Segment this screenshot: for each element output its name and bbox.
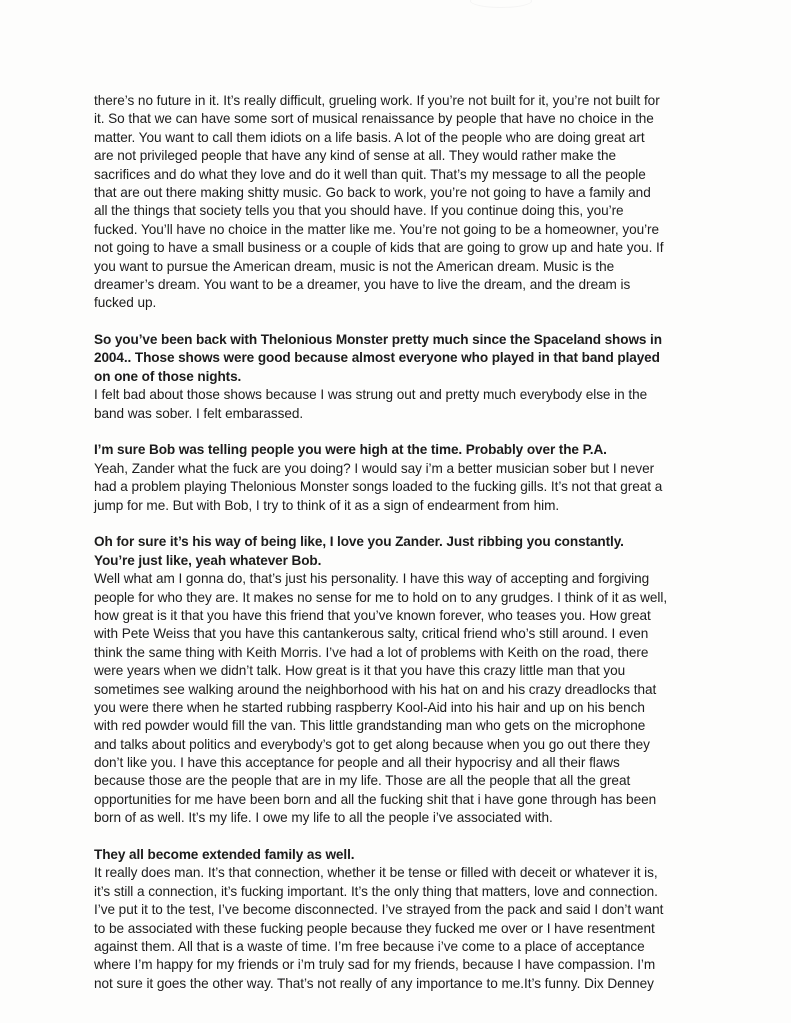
question-line: on one of those nights. [94,368,242,384]
text-line: that are out there making shitty music. Go back to work, you’re not going to have a family and [94,184,651,200]
question-line: You’re just like, yeah whatever Bob. [94,552,322,568]
interview-answer [94,460,704,515]
text-line: fucked. You’ll have no choice in the matter like me. You’re not going to be a homeowner, you’re [94,221,660,237]
answer-line: don’t like you. I have this acceptance for people and all their hypocrisy and all their flaws [94,755,620,771]
qa-section [94,846,704,993]
answer-line: born of as well. It’s my life. I owe my life to all the people i’ve associated with. [94,810,553,826]
text-line: it. So that we can have some sort of musical renaissance by people that have no choice in the [94,111,654,127]
answer-line: you were there when he started rubbing raspberry Kool-Aid into his hair and up on his bench [94,699,645,715]
answer-line: with red powder would fill the van. This little grandstanding man who gets on the microphone [94,718,646,734]
text-line: matter. You want to call them idiots on a life basis. A lot of the people who are doing great art [94,129,645,145]
answer-line: people for who they are. It makes no sense for me to hold on to any grudges. I think of it as well, [94,589,668,605]
text-line: are not privileged people that have any kind of sense at all. They would rather make the [94,148,617,164]
text-line: you want to pursue the American dream, music is not the American dream. Music is the [94,258,615,274]
answer-line: jump for me. But with Bob, I try to think of it as a sign of endearment from him. [94,497,560,513]
answer-line: with Pete Weiss that you have this cantankerous salty, critical friend who’s still around. I even [94,626,649,642]
qa-section [94,441,704,515]
interview-answer [94,864,704,993]
text-line: not going to have a small business or a couple of kids that are going to grow up and hate you. If [94,240,664,256]
answer-line: and talks about politics and everybody’s got to get along because when you go out there they [94,736,650,752]
answer-line: because those are the people that are in my life. Those are all the people that all the great [94,773,631,789]
answer-line: think the same thing with Keith Morris. I’ve had a lot of problems with Keith on the road, there [94,644,649,660]
text-line: sacrifices and do what they love and do it well than quit. That’s my message to all the people [94,166,646,182]
answer-line: I’ve put it to the test, I’ve become disconnected. I’ve strayed from the pack and said I don’t want [94,902,664,918]
question-line: 2004.. Those shows were good because almost everyone who played in that band played [94,350,660,366]
answer-line: opportunities for me have been born and all the fucking shit that i have gone through has been [94,791,657,807]
page-edge-mark [470,0,532,8]
answer-line: sometimes see walking around the neighborhood with his hat on and his crazy dreadlocks that [94,681,657,697]
answer-line: not sure it goes the other way. That’s not really of any importance to me.It’s funny. Dix Denney [94,975,654,991]
interview-question [94,331,704,386]
answer-line: I felt bad about those shows because I was strung out and pretty much everybody else in the [94,387,648,403]
answer-paragraph [94,92,704,313]
answer-line: to be associated with these fucking people because they fucked me over or I have resentment [94,920,655,936]
interview-question [94,533,704,570]
answer-line: how great is it that you have this friend that you’ve known forever, who teases you. How great [94,607,651,623]
qa-section [94,533,704,827]
qa-section [94,331,704,423]
question-line: Oh for sure it’s his way of being like, I love you Zander. Just ribbing you constantly. [94,534,624,550]
text-line: all the things that society tells you that you should have. If you continue doing this, you’re [94,203,624,219]
text-line: fucked up. [94,295,157,311]
interview-text [94,92,704,1012]
interview-question [94,441,704,459]
answer-line: where I’m happy for my friends or i’m truly sad for my friends, because I have compassion. I’m [94,957,656,973]
question-line: I’m sure Bob was telling people you were high at the time. Probably over the P.A. [94,442,607,458]
text-line: there’s no future in it. It’s really difficult, grueling work. If you’re not built for it, you’re not built for [94,93,660,108]
answer-line: band was sober. I felt embarassed. [94,405,304,421]
answer-line: against them. All that is a waste of time. I’m free because i’ve come to a place of acceptance [94,938,645,954]
question-line: So you’ve been back with Thelonious Monster pretty much since the Spaceland shows in [94,332,662,348]
answer-line: Well what am I gonna do, that’s just his personality. I have this way of accepting and forgiving [94,571,650,587]
interview-answer [94,386,704,423]
answer-line: had a problem playing Thelonious Monster songs loaded to the fucking gills. It’s not that great a [94,479,663,495]
interview-question [94,846,704,864]
answer-line: It really does man. It’s that connection, whether it be tense or filled with deceit or whatever it is, [94,865,658,881]
question-line: They all become extended family as well. [94,847,355,863]
answer-line: it’s still a connection, it’s fucking important. It’s the only thing that matters, love and connection. [94,883,658,899]
answer-line: Yeah, Zander what the fuck are you doing? I would say i’m a better musician sober but I never [94,460,655,476]
answer-line: were years when we didn’t talk. How great is it that you have this crazy little man that you [94,663,626,679]
text-line: dreamer’s dream. You want to be a dreamer, you have to live the dream, and the dream is [94,276,631,292]
interview-answer [94,570,704,827]
